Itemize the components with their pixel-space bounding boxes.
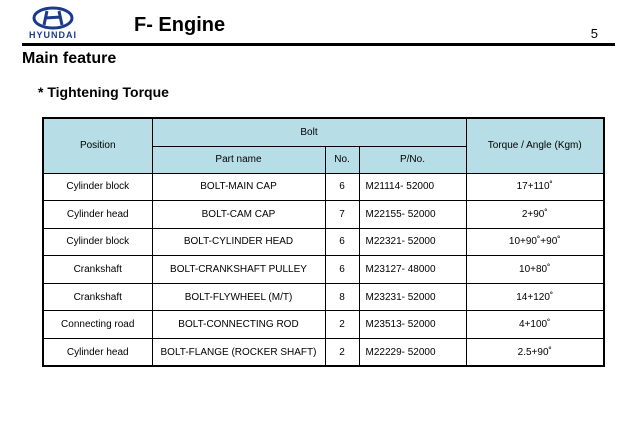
header-part-name: Part name bbox=[152, 146, 325, 173]
cell-torque: 17+110˚ bbox=[466, 173, 604, 201]
table-row bbox=[43, 256, 604, 284]
header-divider bbox=[22, 43, 615, 46]
page-number: 5 bbox=[590, 26, 598, 41]
header-pn: P/No. bbox=[359, 146, 466, 173]
cell-pn: M22155- 52000 bbox=[359, 201, 466, 229]
cell-pn: M23127- 48000 bbox=[359, 256, 466, 284]
cell-position: Cylinder block bbox=[43, 173, 152, 201]
cell-position: Cylinder head bbox=[43, 201, 152, 229]
table-row bbox=[43, 339, 604, 367]
cell-part: BOLT-CONNECTING ROD bbox=[152, 311, 325, 339]
cell-no: 6 bbox=[325, 228, 359, 256]
cell-pn: M22321- 52000 bbox=[359, 228, 466, 256]
cell-no: 7 bbox=[325, 201, 359, 229]
table-row bbox=[43, 311, 604, 339]
cell-no: 6 bbox=[325, 173, 359, 201]
cell-torque: 10+90˚+90˚ bbox=[466, 228, 604, 256]
cell-no: 2 bbox=[325, 311, 359, 339]
page-title: F- Engine bbox=[134, 14, 226, 36]
cell-torque: 2.5+90˚ bbox=[466, 339, 604, 367]
table-row bbox=[43, 283, 604, 311]
tightening-torque-table bbox=[42, 117, 605, 367]
cell-position: Cylinder block bbox=[43, 228, 152, 256]
header-no: No. bbox=[325, 146, 359, 173]
cell-part: BOLT-FLANGE (ROCKER SHAFT) bbox=[152, 339, 325, 367]
cell-part: BOLT-CAM CAP bbox=[152, 201, 325, 229]
cell-no: 2 bbox=[325, 339, 359, 367]
cell-torque: 10+80˚ bbox=[466, 256, 604, 284]
table-row bbox=[43, 173, 604, 201]
cell-pn: M23231- 52000 bbox=[359, 283, 466, 311]
sub-title: * Tightening Torque bbox=[38, 84, 169, 100]
header-position: Position bbox=[43, 118, 152, 173]
cell-part: BOLT-CRANKSHAFT PULLEY bbox=[152, 256, 325, 284]
section-title: Main feature bbox=[22, 50, 117, 67]
table-row bbox=[43, 228, 604, 256]
cell-pn: M21114- 52000 bbox=[359, 173, 466, 201]
cell-position: Crankshaft bbox=[43, 256, 152, 284]
cell-pn: M22229- 52000 bbox=[359, 339, 466, 367]
cell-pn: M23513- 52000 bbox=[359, 311, 466, 339]
cell-no: 8 bbox=[325, 283, 359, 311]
hyundai-logo bbox=[22, 6, 84, 42]
brand-wordmark: HYUNDAI bbox=[28, 30, 77, 40]
cell-position: Cylinder head bbox=[43, 339, 152, 367]
cell-position: Connecting road bbox=[43, 311, 152, 339]
cell-part: BOLT-FLYWHEEL (M/T) bbox=[152, 283, 325, 311]
cell-torque: 2+90˚ bbox=[466, 201, 604, 229]
cell-position: Crankshaft bbox=[43, 283, 152, 311]
cell-part: BOLT-CYLINDER HEAD bbox=[152, 228, 325, 256]
header-bolt: Bolt bbox=[152, 118, 466, 146]
table-row bbox=[43, 201, 604, 229]
hyundai-emblem-icon bbox=[32, 6, 74, 30]
cell-part: BOLT-MAIN CAP bbox=[152, 173, 325, 201]
header-torque: Torque / Angle (Kgm) bbox=[466, 118, 604, 173]
cell-torque: 14+120˚ bbox=[466, 283, 604, 311]
cell-torque: 4+100˚ bbox=[466, 311, 604, 339]
cell-no: 6 bbox=[325, 256, 359, 284]
